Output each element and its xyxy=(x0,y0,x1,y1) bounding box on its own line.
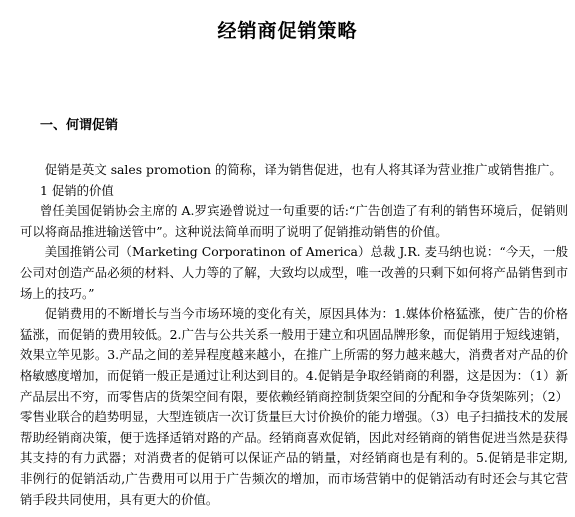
section-heading: 一、何谓促销 xyxy=(40,118,119,133)
document-body xyxy=(20,160,568,510)
paragraph-robinson-quote: 曾任美国促销协会主席的 A.罗宾逊曾说过一句重要的话:“广告创造了有利的销售环境后，促销则可以将商品推进输送管中”。这种说法简单而明了说明了促销推动销售的价值。 xyxy=(20,203,568,239)
paragraph-cost-reasons: 促销费用的不断增长与当今市场环境的变化有关，原因具体为：1.媒体价格猛涨，使广告的价格猛涨，而促销的费用较低。2.广告与公共关系一般用于建立和巩固品牌形象，而促销用于短线速销，效果立竿见影。3.产品之间的差异程度越来越小，在推广上所需的努力越来越大，消费者对产品的价格敏感度增加，而促销一般正是通过让利达到目的。4.促销是争取经销商的利器，这是因为：（1）新产品层出不穷，而零售店的货架空间有限，要依赖经销商控制货架空间的分配和争夺货架陈列；（2）零售业联合的趋势明显，大型连锁店一次订货量巨大讨价换价的能力增强。（3）电子扫描技术的发展帮助经销商决策，便于选择适销对路的产品。经销商喜欢促销，因此对经销商的销售促进当然是获得其支持的有力武器；对消费者的促销可以保证产品的销量，对经销商也是有利的。5.促销是非定期,非例行的促销活动,广告费用可以用于广告频次的增加，而市场营销中的促销活动有时还会与其它营销手段共同使用，具有更大的价值。 xyxy=(20,306,568,507)
paragraph-mcmanus-quote: 美国推销公司（Marketing Corporatinon of America）总裁 J.R. 麦马纳也说：“今天，一般公司对创造产品必须的材料、人力等的了解，大致均以成型，唯一改善的只剩下如何将产品销售到市场上的技巧。” xyxy=(20,244,568,301)
paragraph-definition: 促销是英文 sales promotion 的简称，译为销售促进，也有人将其译为营业推广或销售推广。 xyxy=(44,162,562,177)
document-title: 经销商促销策略 xyxy=(217,20,358,42)
subheading-promotion-value: 1 促销的价值 xyxy=(40,182,114,198)
